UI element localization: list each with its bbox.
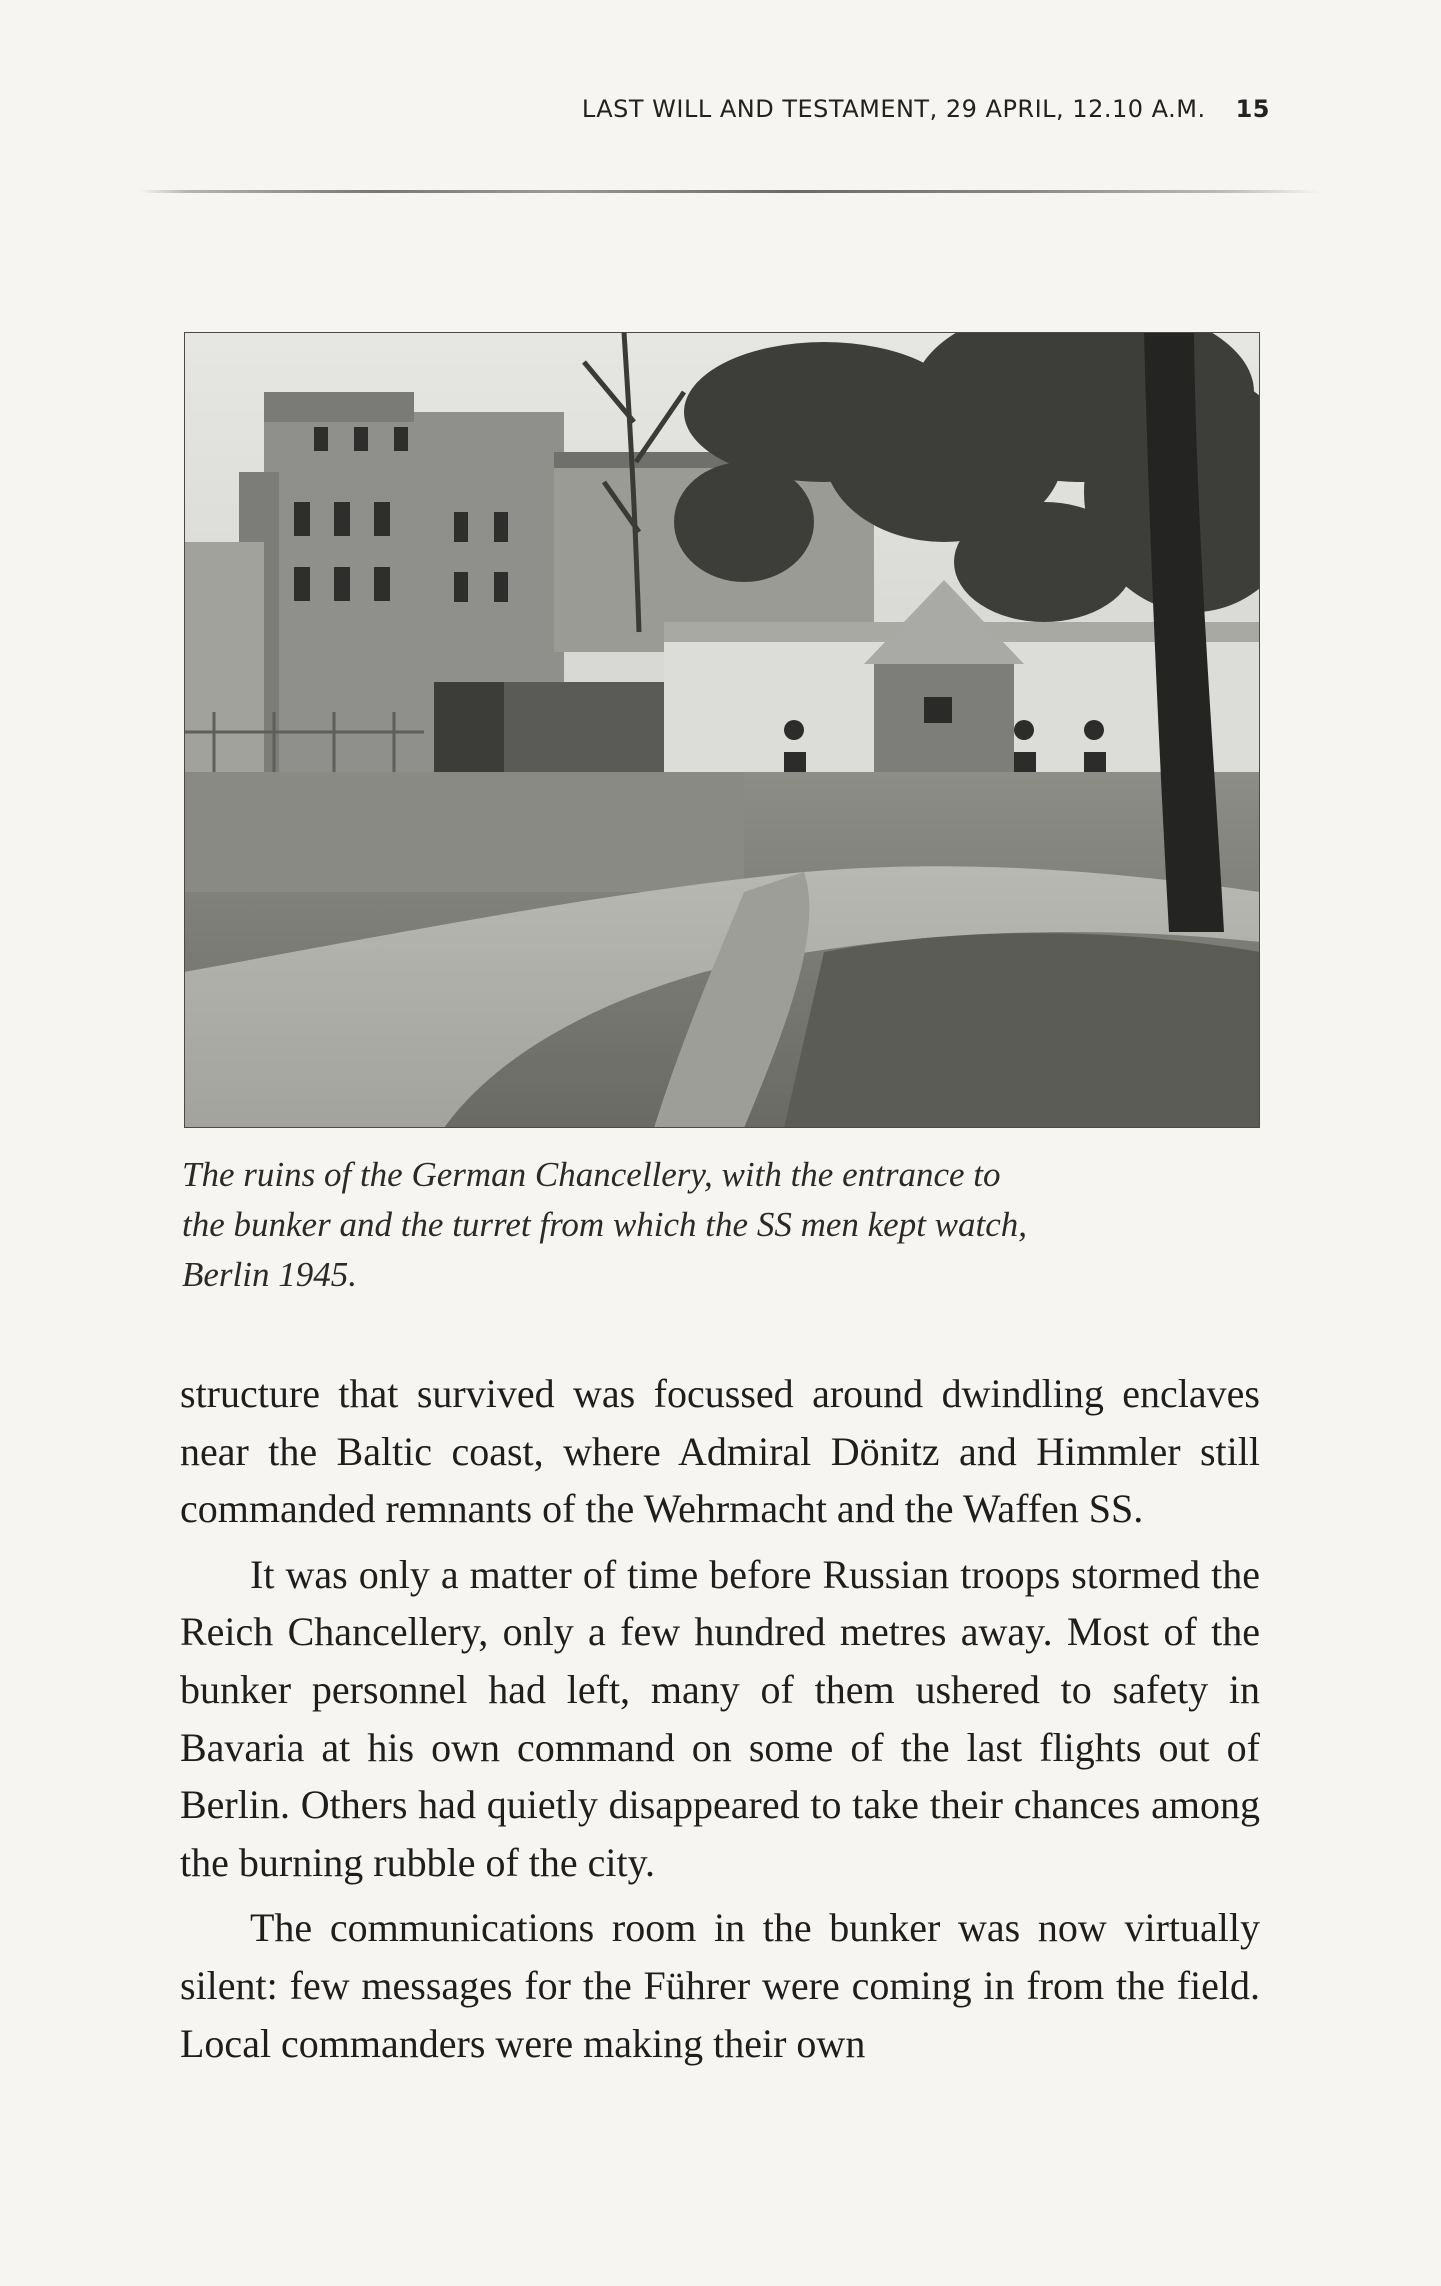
paragraph: It was only a matter of time before Russian troops stormed the Reich Chancellery, only a few hundred metres away. Most of the bunker personnel had left, many of them ushered to safety in Bavaria at his own command on some of the last flights out of Berlin. Others had quietly disappeared to take their chances among the burning rubble of the city.	[180, 1551, 1260, 1885]
paragraph: structure that survived was focussed around dwindling enclaves near the Baltic coast, where Admiral Dönitz and Himmler still commanded remnants of the Wehrmacht and the Waffen SS.	[180, 1371, 1260, 1532]
header-rule	[140, 190, 1320, 193]
paragraph: The communications room in the bunker was now virtually silent: few messages for the Führer were coming in from the field. Local commanders were making their own	[180, 1905, 1260, 2066]
caption-line: The ruins of the German Chancellery, with the entrance to	[182, 1155, 1001, 1194]
chancellery-ruins-photo	[184, 332, 1260, 1128]
running-head	[180, 95, 1270, 123]
caption-line: Berlin 1945.	[182, 1255, 357, 1294]
caption-line: the bunker and the turret from which the SS men kept watch,	[182, 1205, 1028, 1244]
running-title: LAST WILL AND TESTAMENT, 29 APRIL, 12.10 A.M.	[581, 95, 1206, 123]
figure-caption	[182, 1150, 1182, 1300]
body-text	[180, 1365, 1260, 2072]
photo-illustration	[184, 332, 1260, 1128]
page-number: 15	[1235, 95, 1270, 123]
